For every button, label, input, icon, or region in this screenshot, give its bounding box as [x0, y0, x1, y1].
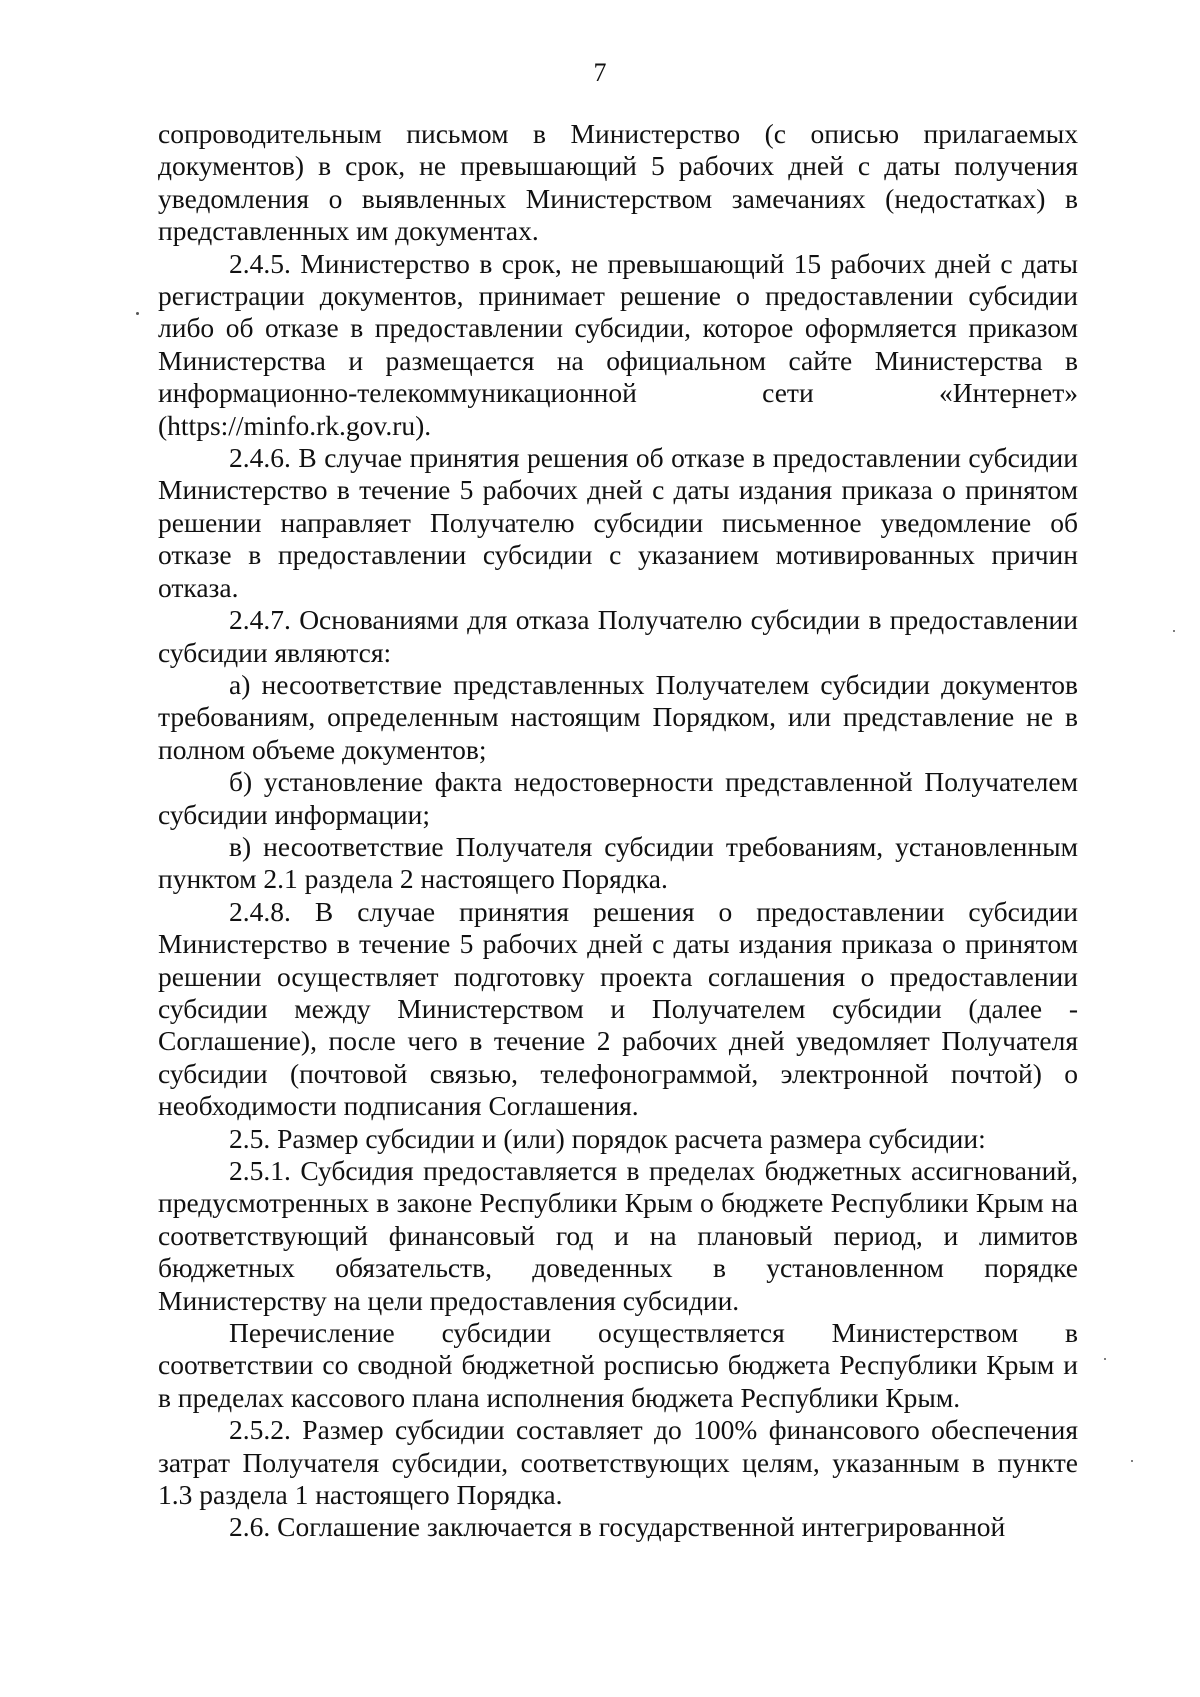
paragraph-2-6: 2.6. Соглашение заключается в государственной интегрированной	[229, 1511, 1006, 1543]
scan-speck	[1131, 1460, 1133, 1462]
paragraph-item-b: б) установление факта недостоверности представленной Получателем субсидии информации;	[158, 766, 1078, 830]
page-number: 7	[593, 58, 607, 87]
paragraph-2-4-6: 2.4.6. В случае принятия решения об отказе в предоставлении субсидии Министерство в течение 5 рабочих дней с даты издания приказа о принятом решении направляет Получателю субсидии письменное уведомление об отказе в предоставлении субсидии с указанием мотивированных причин отказа.	[158, 442, 1078, 603]
scan-speck	[1173, 630, 1175, 632]
paragraph-item-v: в) несоответствие Получателя субсидии требованиям, установленным пунктом 2.1 раздела 2 настоящего Порядка.	[158, 830, 1078, 895]
paragraph-2-5: 2.5. Размер субсидии и (или) порядок расчета размера субсидии:	[229, 1122, 986, 1154]
scan-speck	[136, 312, 139, 315]
scan-speck	[1104, 1358, 1106, 1360]
paragraph-2-5-2: 2.5.2. Размер субсидии составляет до 100% финансового обеспечения затрат Получателя субсидии, соответствующих целям, указанным в пункте 1.3 раздела 1 настоящего Порядка.	[158, 1414, 1078, 1511]
paragraph-item-a: а) несоответствие представленных Получателем субсидии документов требованиям, определенным настоящим Порядком, или представление не в полном объеме документов;	[158, 668, 1078, 765]
paragraph-2-4-7: 2.4.7. Основаниями для отказа Получателю субсидии в предоставлении субсидии являются:	[158, 604, 1078, 668]
paragraph-2-4-8: 2.4.8. В случае принятия решения о предоставлении субсидии Министерство в течение 5 рабочих дней с даты издания приказа о принятом решении осуществляет подготовку проекта соглашения о предоставлении субсидии между Министерством и Получателем субсидии (далее - Соглашение), после чего в течение 2 рабочих дней уведомляет Получателя субсидии (почтовой связью, телефонограммой, электронной почтой) о необходимости подписания Соглашения.	[158, 895, 1078, 1122]
document-body	[158, 118, 1078, 1544]
paragraph-2-4-5: 2.4.5. Министерство в срок, не превышающий 15 рабочих дней с даты регистрации документов, принимает решение о предоставлении субсидии либо об отказе в предоставлении субсидии, которое оформляется приказом Министерства и размещается на официальном сайте Министерства в информационно-телекоммуникационной сети «Интернет» (https://minfo.rk.gov.ru).	[158, 247, 1078, 441]
paragraph-transfer: Перечисление субсидии осуществляется Министерством в соответствии со сводной бюджетной росписью бюджета Республики Крым и в пределах кассового плана исполнения бюджета Республики Крым.	[158, 1317, 1078, 1413]
paragraph-2-5-1: 2.5.1. Субсидия предоставляется в пределах бюджетных ассигнований, предусмотренных в законе Республики Крым о бюджете Республики Крым на соответствующий финансовый год и на плановый период, и лимитов бюджетных обязательств, доведенных в установленном порядке Министерству на цели предоставления субсидии.	[158, 1155, 1078, 1316]
paragraph-continuation: сопроводительным письмом в Министерство (с описью прилагаемых документов) в срок, не превышающий 5 рабочих дней с даты получения уведомления о выявленных Министерством замечаниях (недостатках) в представленных им документах.	[158, 118, 1078, 247]
